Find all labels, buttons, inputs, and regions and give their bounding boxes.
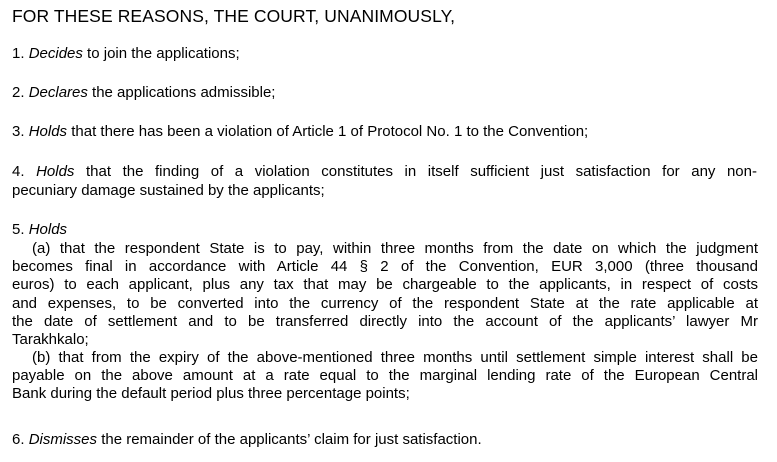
item-verb: Dismisses bbox=[28, 431, 98, 448]
item-text: to join the applications; bbox=[82, 45, 240, 62]
item-number: 3. bbox=[12, 123, 25, 140]
subpara-a-line: the date of settlement and to be transferred directly into the account of the applicants’ lawyer Mr bbox=[12, 312, 758, 330]
subpara-a-line: Tarakhkalo; bbox=[12, 331, 89, 349]
item-text: the remainder of the applicants’ claim for just satisfaction. bbox=[97, 431, 482, 448]
item-5-subpara-b bbox=[12, 349, 758, 404]
item-verb: Decides bbox=[28, 45, 83, 62]
item-verb: Holds bbox=[28, 123, 68, 140]
item-verb: Holds bbox=[28, 221, 68, 238]
operative-item-3 bbox=[12, 122, 588, 141]
operative-item-5 bbox=[12, 220, 67, 239]
subpara-b-line: payable on the above amount at a rate equal to the marginal lending rate of the European Central bbox=[12, 367, 758, 385]
operative-heading: FOR THESE REASONS, THE COURT, UNANIMOUSLY, bbox=[12, 6, 456, 26]
subpara-a-line: and expenses, to be converted into the currency of the respondent State at the rate applicable at bbox=[12, 294, 758, 312]
operative-item-4 bbox=[12, 162, 757, 200]
item-text: that the finding of a violation constitutes in itself sufficient just satisfaction for any non- bbox=[74, 163, 757, 180]
subpara-b-line: (b) that from the expiry of the above-mentioned three months until settlement simple interest shall be bbox=[32, 349, 758, 366]
item-number: 4. bbox=[12, 163, 25, 180]
subpara-a-line: (a) that the respondent State is to pay, within three months from the date on which the judgment bbox=[32, 240, 758, 257]
item-verb: Holds bbox=[36, 163, 75, 180]
subpara-a-line: euros) to each applicant, plus any tax that may be chargeable to the applicants, in respect of costs bbox=[12, 276, 758, 294]
item-number: 1. bbox=[12, 45, 25, 62]
item-verb: Declares bbox=[28, 84, 88, 101]
operative-item-6 bbox=[12, 430, 482, 449]
item-number: 6. bbox=[12, 431, 25, 448]
item-text: the applications admissible; bbox=[87, 84, 276, 101]
item-text: that there has been a violation of Article 1 of Protocol No. 1 to the Convention; bbox=[67, 123, 589, 140]
subpara-b-line: Bank during the default period plus three percentage points; bbox=[12, 385, 410, 403]
item-4-line-1 bbox=[12, 162, 757, 181]
item-4-line-2: pecuniary damage sustained by the applicants; bbox=[12, 182, 325, 199]
subpara-a-line: becomes final in accordance with Article 44 § 2 of the Convention, EUR 3,000 (three thousand bbox=[12, 258, 758, 276]
operative-item-2 bbox=[12, 83, 275, 102]
item-5-subpara-a bbox=[12, 240, 758, 349]
item-number: 5. bbox=[12, 221, 25, 238]
item-number: 2. bbox=[12, 84, 25, 101]
operative-item-1 bbox=[12, 44, 240, 63]
